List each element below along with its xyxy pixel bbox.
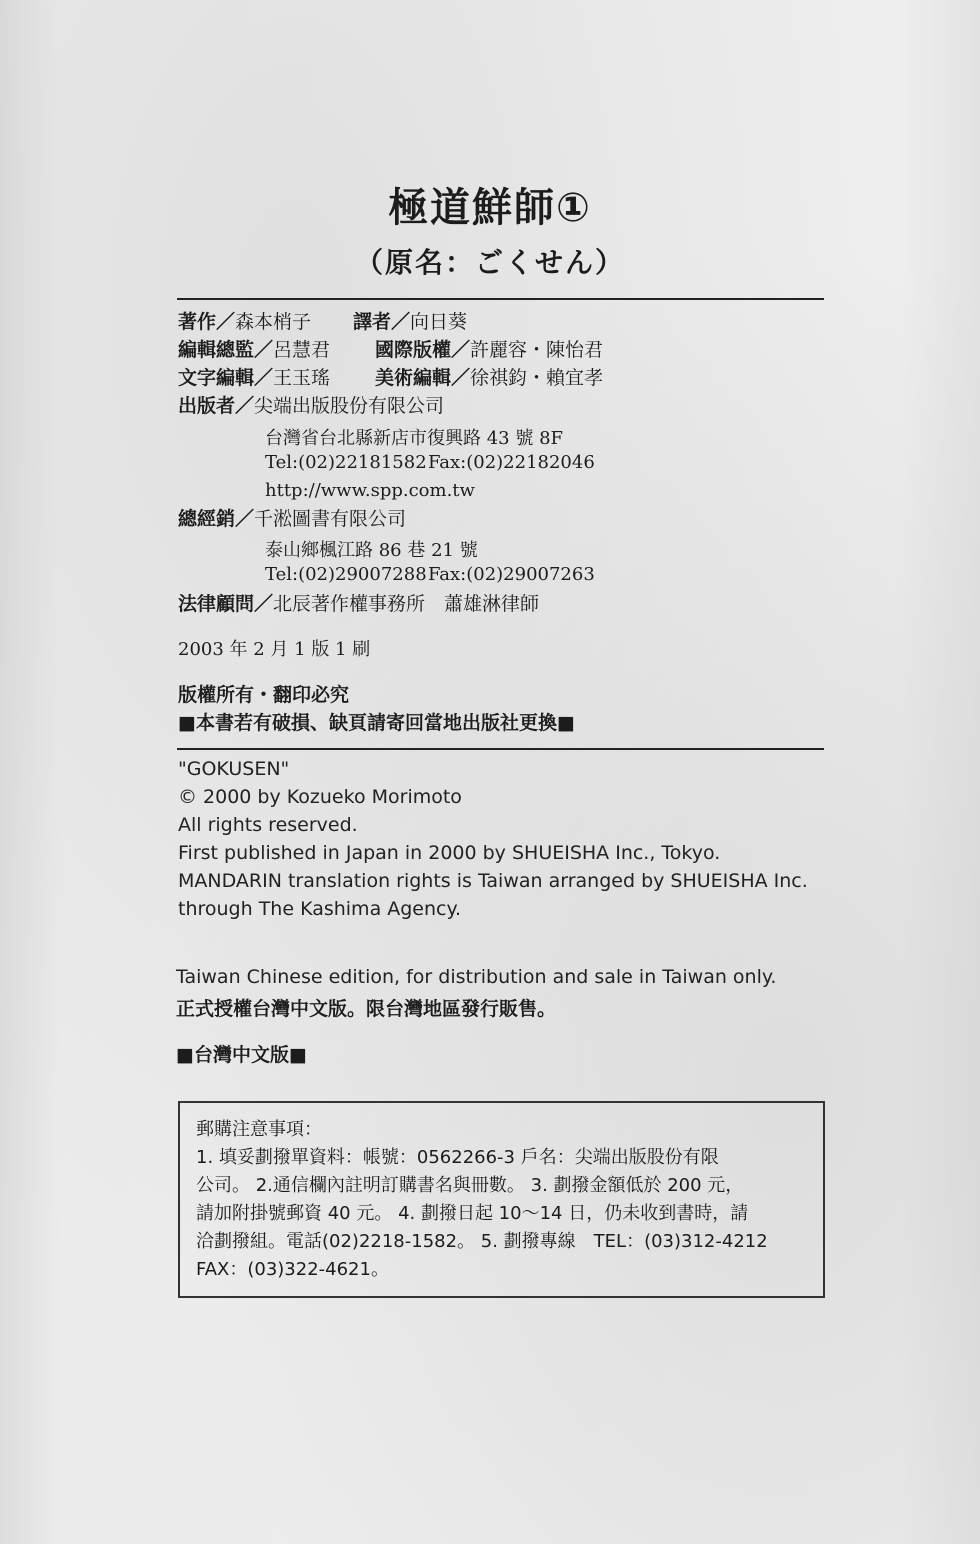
top-divider [177,298,824,300]
credit-author-row [178,308,311,336]
copyright-line: © 2000 by Kozueko Morimoto [178,786,462,808]
distributor-tel: Tel:(02)29007288 [265,564,427,585]
text-editor: 王玉瑤 [273,367,331,389]
publisher-label: 出版者／ [178,395,255,417]
original-title: （原名：ごくせん） [354,246,625,279]
distributor: 千淞圖書有限公司 [254,508,407,530]
rights-notice: 版權所有・翻印必究 [178,684,350,706]
chief-editor-label: 編輯總監／ [178,339,274,361]
credit-translator-row [353,308,467,336]
first-published-line: First published in Japan in 2000 by SHUEISHA Inc., Tokyo. [178,842,721,864]
middle-divider [177,748,824,750]
translator-label: 譯者／ [353,311,411,333]
art-editor: 徐祺鈞・賴宜孝 [470,367,604,389]
publisher-tel: Tel:(02)22181582 [265,452,427,473]
edition-mark: ■台灣中文版■ [176,1044,307,1066]
agency-line: through The Kashima Agency. [178,898,462,920]
translator: 向日葵 [410,311,468,333]
author-label: 著作／ [178,311,236,333]
distributor-address: 泰山鄉楓江路 86 巷 21 號 [265,540,478,561]
mail-order-line-3: 請加附掛號郵資 40 元。 4. 劃撥日起 10～14 日，仍未收到書時，請 [196,1203,749,1224]
distribution-notice-en: Taiwan Chinese edition, for distribution and sale in Taiwan only. [176,966,777,988]
original-title-en: "GOKUSEN" [178,758,290,780]
text-editor-label: 文字編輯／ [178,367,274,389]
publisher-fax: Fax:(02)22182046 [428,452,595,473]
mail-order-line-5: FAX：(03)322-4621。 [196,1259,389,1280]
intl-rights: 許麗容・陳怡君 [470,339,604,361]
mail-order-line-2: 公司。 2.通信欄內註明訂購書名與冊數。 3. 劃撥金額低於 200 元， [196,1175,744,1196]
distributor-label: 總經銷／ [178,508,255,530]
rights-reserved-line: All rights reserved. [178,814,358,836]
chief-editor: 呂慧君 [273,339,331,361]
credit-intl-rights-row [375,336,603,364]
translation-rights-line: MANDARIN translation rights is Taiwan arranged by SHUEISHA Inc. [178,870,808,892]
credit-chief-editor-row [178,336,330,364]
intl-rights-label: 國際版權／ [375,339,471,361]
mail-order-heading: 郵購注意事項： [196,1119,322,1140]
mail-order-line-4: 洽劃撥組。電話(02)2218-1582。 5. 劃撥專線 TEL：(03)312-4212 [196,1231,768,1252]
publisher-address: 台灣省台北縣新店市復興路 43 號 8F [265,428,564,449]
distribution-notice-zh: 正式授權台灣中文版。限台灣地區發行販售。 [176,998,557,1020]
damage-notice: ■本書若有破損、缺頁請寄回當地出版社更換■ [178,712,575,734]
art-editor-label: 美術編輯／ [375,367,471,389]
publisher-url: http://www.spp.com.tw [265,480,475,501]
edition-date: 2003 年 2 月 1 版 1 刷 [178,639,371,660]
mail-order-line-1: 1. 填妥劃撥單資料：帳號：0562266-3 戶名：尖端出版股份有限 [196,1147,719,1168]
credit-publisher-row [178,392,444,420]
credit-art-editor-row [375,364,603,392]
legal-counsel: 北辰著作權事務所 蕭雄淋律師 [273,593,540,615]
book-title: 極道鮮師① [388,185,592,231]
author: 森本梢子 [235,311,312,333]
credit-distributor-row [178,505,406,533]
publisher: 尖端出版股份有限公司 [254,395,445,417]
distributor-fax: Fax:(02)29007263 [428,564,595,585]
credit-text-editor-row [178,364,330,392]
credit-legal-row [178,590,539,618]
legal-label: 法律顧問／ [178,593,274,615]
